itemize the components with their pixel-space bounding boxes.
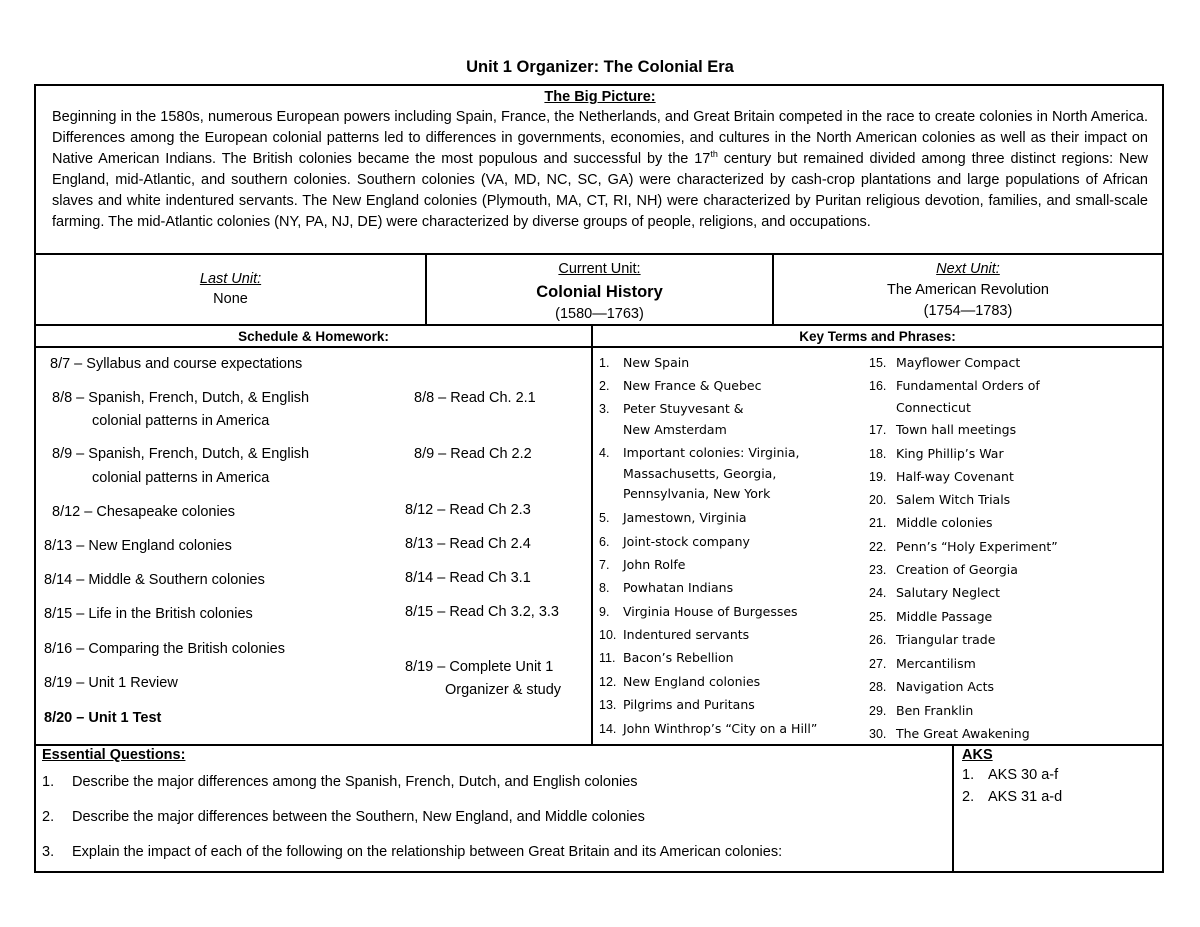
- term-text: Bacon’s Rebellion: [623, 650, 734, 665]
- next-unit: [772, 255, 1162, 324]
- big-picture-section: [34, 84, 1164, 255]
- schedule-item: 8/15 – Life in the British colonies: [44, 606, 253, 622]
- term-number: 7.: [599, 558, 610, 572]
- term-text: Town hall meetings: [896, 422, 1017, 437]
- term-item: [869, 559, 1018, 581]
- term-number: 3.: [599, 402, 610, 416]
- homework-item: 8/13 – Read Ch 2.4: [405, 536, 531, 552]
- question-item: [42, 807, 645, 827]
- term-item: [869, 676, 994, 698]
- term-number: 15.: [869, 356, 887, 370]
- current-unit-name: Colonial History: [536, 283, 663, 301]
- schedule-item: colonial patterns in America: [92, 413, 270, 429]
- current-unit-label: Current Unit:: [558, 261, 641, 277]
- term-text: New France & Quebec: [623, 378, 762, 393]
- term-item: [599, 352, 689, 374]
- term-number: 22.: [869, 540, 887, 554]
- last-unit-name: None: [213, 291, 248, 307]
- big-picture-text-part2: century but remained divided among three distinct regions: New England, mid-Atlantic, and southern colonies. Southern colonies (VA, MD, NC, SC, GA) were characterized by cash-crop plantations and large populations of African slaves and white indentured servants. The New England colonies (Plymouth, MA, CT, RI, NH) were characterized by Puritan religious devotion, families, and small-scale farming. The mid-Atlantic colonies (NY, PA, NJ, DE) were characterized by diverse groups of people, religions, and occupations.: [52, 151, 1148, 230]
- terms-heading: Key Terms and Phrases:: [591, 326, 1162, 348]
- term-text: Middle colonies: [896, 515, 993, 530]
- aks-box: [952, 746, 1162, 871]
- next-unit-label: Next Unit:: [936, 261, 1000, 277]
- term-text: Mercantilism: [896, 656, 976, 671]
- aks-text: AKS 30 a-f: [988, 767, 1059, 783]
- term-text: Important colonies: Virginia,: [623, 445, 800, 460]
- term-text: The Great Awakening: [896, 726, 1030, 741]
- term-number: 25.: [869, 610, 887, 624]
- term-text: Navigation Acts: [896, 679, 995, 694]
- term-item: [869, 723, 1030, 745]
- terms-body: [591, 348, 1162, 744]
- question-number: 2.: [42, 809, 55, 825]
- schedule-item: colonial patterns in America: [92, 470, 270, 486]
- term-item: [599, 577, 733, 599]
- schedule-item: 8/19 – Unit 1 Review: [44, 675, 178, 691]
- term-text: Powhatan Indians: [623, 580, 734, 595]
- term-text-cont: Massachusetts, Georgia,: [623, 466, 777, 481]
- big-picture-heading: The Big Picture:: [544, 89, 656, 105]
- last-unit: [36, 255, 425, 324]
- schedule-item: 8/14 – Middle & Southern colonies: [44, 572, 265, 588]
- question-number: 1.: [42, 774, 55, 790]
- question-text: Describe the major differences among the Spanish, French, Dutch, and English colonies: [72, 774, 638, 790]
- term-item: [599, 531, 750, 553]
- question-item: [42, 772, 638, 792]
- homework-item: 8/19 – Complete Unit 1: [405, 659, 554, 675]
- term-text: Fundamental Orders of: [896, 378, 1040, 393]
- term-item: [599, 399, 743, 440]
- essential-questions: [36, 746, 952, 871]
- term-item: [869, 512, 993, 534]
- term-text: New England colonies: [623, 674, 761, 689]
- aks-number: 1.: [962, 767, 975, 783]
- big-picture-text-part1: Beginning in the 1580s, numerous European powers including Spain, France, the Netherlands, and Great Britain competed in the race to create colonies in North America. Differences among the European colonial patterns led to differences in governments, economies, and cultures in the North American colonies as well as their impact on Native American Indians. The British colonies became the most populous and successful by the 17: [52, 109, 1148, 167]
- term-number: 17.: [869, 423, 887, 437]
- term-item: [869, 466, 1014, 488]
- term-text: Half-way Covenant: [896, 469, 1014, 484]
- term-text: Pilgrims and Puritans: [623, 697, 755, 712]
- term-number: 6.: [599, 535, 610, 549]
- schedule-item: 8/20 – Unit 1 Test: [44, 710, 162, 726]
- term-text: King Phillip’s War: [896, 446, 1004, 461]
- aks-item: [962, 786, 1162, 808]
- term-text: Triangular trade: [896, 632, 996, 647]
- homework-item: 8/8 – Read Ch. 2.1: [414, 390, 536, 406]
- schedule-item: 8/12 – Chesapeake colonies: [52, 504, 235, 520]
- term-item: [869, 419, 1016, 441]
- aks-item: [962, 764, 1162, 786]
- term-number: 13.: [599, 698, 617, 712]
- question-text: Explain the impact of each of the following on the relationship between Great Britain and its American colonies:: [72, 844, 783, 860]
- term-item: [599, 554, 686, 576]
- term-number: 18.: [869, 447, 887, 461]
- essential-questions-heading: Essential Questions:: [42, 747, 186, 763]
- homework-item: Organizer & study: [445, 682, 562, 698]
- term-text: Salutary Neglect: [896, 585, 1000, 600]
- big-picture-text: [52, 107, 1148, 233]
- schedule-item: 8/16 – Comparing the British colonies: [44, 641, 285, 657]
- term-item: [599, 443, 799, 504]
- term-text: John Winthrop’s “City on a Hill”: [623, 721, 818, 736]
- term-number: 20.: [869, 493, 887, 507]
- term-number: 10.: [599, 628, 617, 642]
- term-text: Ben Franklin: [896, 703, 974, 718]
- term-number: 16.: [869, 379, 887, 393]
- term-item: [869, 606, 992, 628]
- big-picture-sup: th: [710, 149, 718, 160]
- current-unit: [425, 255, 772, 324]
- term-item: [599, 718, 817, 740]
- homework-item: 8/15 – Read Ch 3.2, 3.3: [405, 604, 559, 620]
- term-text-cont: New Amsterdam: [623, 422, 727, 437]
- term-text: Middle Passage: [896, 609, 993, 624]
- term-number: 9.: [599, 605, 610, 619]
- term-number: 8.: [599, 581, 610, 595]
- last-unit-label: Last Unit:: [199, 271, 262, 287]
- term-number: 21.: [869, 516, 887, 530]
- term-number: 4.: [599, 446, 610, 460]
- term-text: Mayflower Compact: [896, 355, 1021, 370]
- term-number: 11.: [599, 651, 616, 665]
- question-item: [42, 842, 782, 862]
- term-item: [599, 507, 747, 529]
- term-text: Creation of Georgia: [896, 562, 1018, 577]
- term-text-cont: Connecticut: [896, 400, 971, 415]
- term-number: 14.: [599, 722, 617, 736]
- term-text: Salem Witch Trials: [896, 492, 1011, 507]
- term-number: 28.: [869, 680, 887, 694]
- term-text: New Spain: [623, 355, 690, 370]
- term-item: [869, 536, 1058, 558]
- term-number: 1.: [599, 356, 610, 370]
- term-number: 23.: [869, 563, 887, 577]
- homework-item: 8/14 – Read Ch 3.1: [405, 570, 531, 586]
- term-number: 12.: [599, 675, 617, 689]
- term-item: [869, 352, 1020, 374]
- term-number: 19.: [869, 470, 887, 484]
- essential-questions-section: [34, 744, 1164, 873]
- term-item: [599, 647, 734, 669]
- term-text: John Rolfe: [623, 557, 686, 572]
- units-row: [34, 253, 1164, 326]
- term-item: [869, 375, 1040, 418]
- term-item: [599, 375, 761, 397]
- term-item: [869, 653, 976, 675]
- schedule-item: 8/13 – New England colonies: [44, 538, 232, 554]
- homework-item: 8/12 – Read Ch 2.3: [405, 502, 531, 518]
- term-number: 24.: [869, 586, 887, 600]
- aks-number: 2.: [962, 789, 975, 805]
- term-text: Indentured servants: [623, 627, 750, 642]
- current-unit-dates: (1580—1763): [555, 306, 644, 322]
- schedule-terms-section: [34, 324, 1164, 746]
- term-text-cont: Pennsylvania, New York: [623, 486, 771, 501]
- term-text: Penn’s “Holy Experiment”: [896, 539, 1058, 554]
- term-text: Peter Stuyvesant &: [623, 401, 744, 416]
- page-title: Unit 1 Organizer: The Colonial Era: [466, 58, 734, 76]
- aks-heading: AKS: [962, 747, 993, 763]
- schedule-item: 8/9 – Spanish, French, Dutch, & English: [52, 446, 310, 462]
- term-number: 30.: [869, 727, 887, 741]
- term-item: [869, 629, 995, 651]
- term-number: 27.: [869, 657, 887, 671]
- schedule-item: 8/7 – Syllabus and course expectations: [50, 356, 303, 372]
- term-text: Joint-stock company: [623, 534, 750, 549]
- next-unit-dates: (1754—1783): [923, 303, 1013, 319]
- schedule-item: 8/8 – Spanish, French, Dutch, & English: [52, 390, 310, 406]
- term-item: [869, 582, 1000, 604]
- homework-item: 8/9 – Read Ch 2.2: [414, 446, 532, 462]
- aks-text: AKS 31 a-d: [988, 789, 1063, 805]
- term-text: Jamestown, Virginia: [623, 510, 747, 525]
- term-number: 5.: [599, 511, 610, 525]
- term-number: 29.: [869, 704, 887, 718]
- term-item: [869, 443, 1004, 465]
- term-item: [869, 700, 973, 722]
- question-text: Describe the major differences between the Southern, New England, and Middle colonies: [72, 809, 645, 825]
- term-item: [599, 624, 749, 646]
- term-item: [599, 671, 760, 693]
- term-item: [599, 694, 755, 716]
- term-item: [599, 601, 798, 623]
- schedule-heading: Schedule & Homework:: [36, 326, 591, 348]
- next-unit-name: The American Revolution: [887, 282, 1049, 298]
- term-number: 2.: [599, 379, 610, 393]
- question-number: 3.: [42, 844, 55, 860]
- term-text: Virginia House of Burgesses: [623, 604, 798, 619]
- term-item: [869, 489, 1010, 511]
- term-number: 26.: [869, 633, 887, 647]
